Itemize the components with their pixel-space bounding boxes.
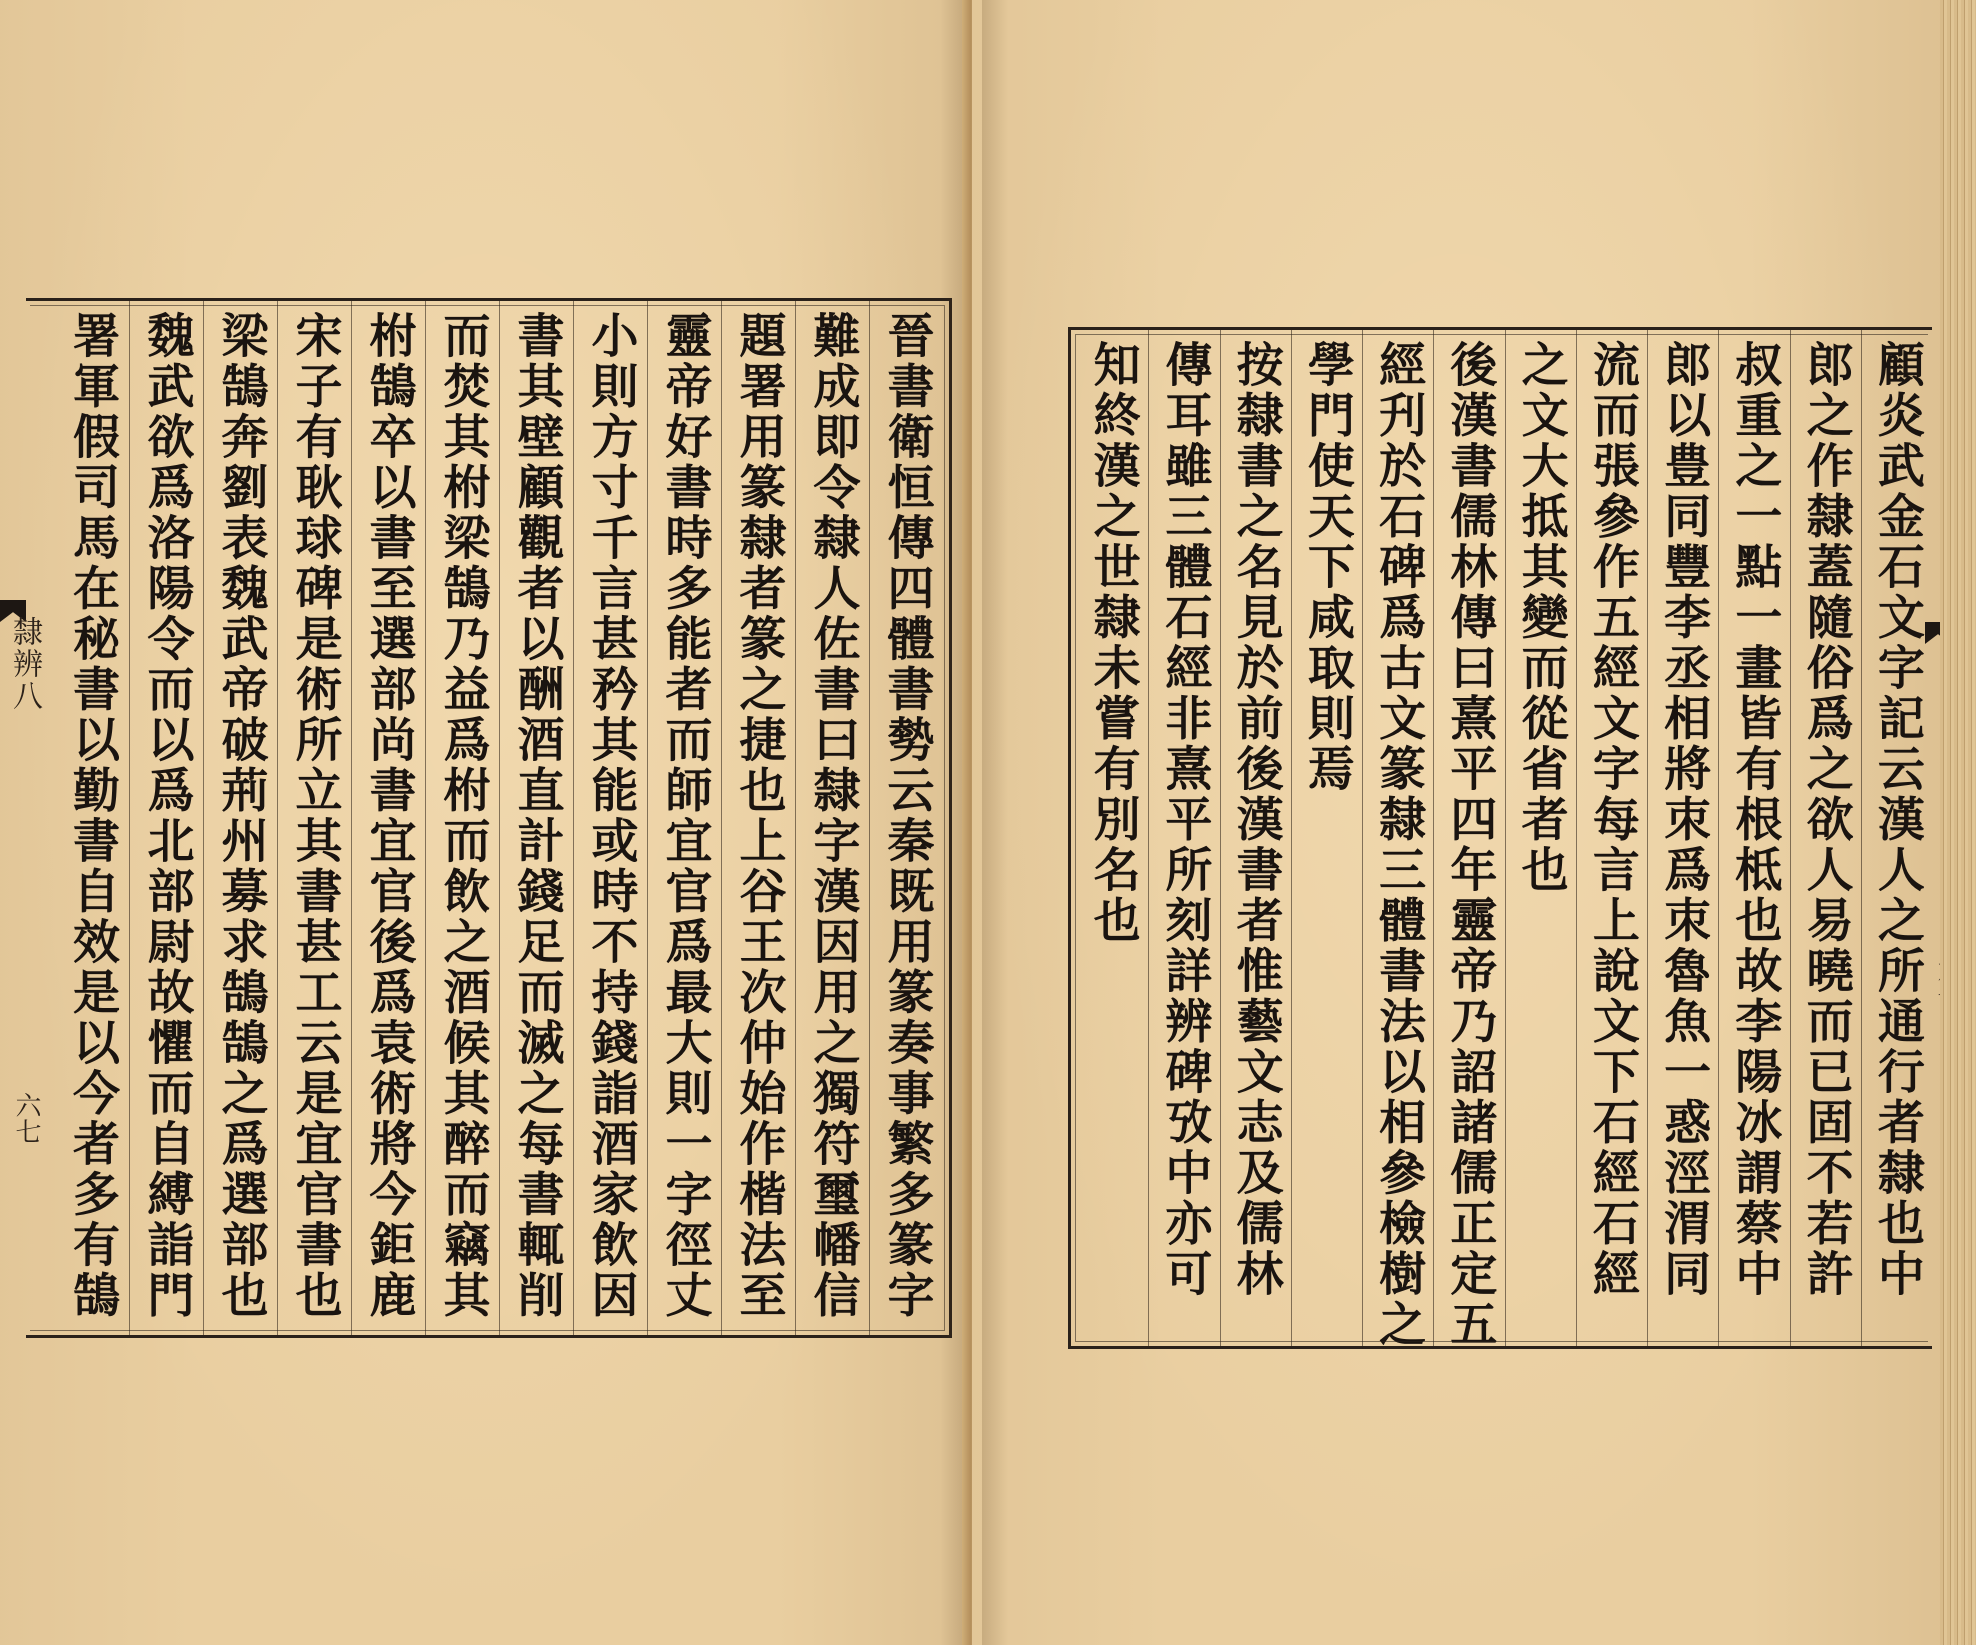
text-column bbox=[1576, 330, 1647, 1346]
text-column bbox=[721, 301, 795, 1335]
text-column bbox=[1718, 330, 1789, 1346]
column-text: 題署用篆隸者篆之捷也上谷王次仲始作楷法至 bbox=[731, 311, 787, 1321]
left-page-number: 六七 bbox=[11, 1092, 41, 1144]
text-column bbox=[1148, 330, 1219, 1346]
text-column bbox=[573, 301, 647, 1335]
text-column bbox=[1861, 330, 1932, 1346]
column-text: 難成即令隸人佐書曰隸字漢因用之獨符璽幡信 bbox=[805, 311, 861, 1321]
text-column bbox=[203, 301, 277, 1335]
text-column bbox=[1790, 330, 1861, 1346]
column-text: 而焚其柎梁鵠乃益爲柎而飲之酒候其醉而竊其 bbox=[435, 311, 491, 1321]
left-columns bbox=[26, 301, 943, 1335]
column-text: 郎之作隸蓋隨俗爲之欲人易曉而已固不若許 bbox=[1798, 340, 1854, 1300]
text-column bbox=[1647, 330, 1718, 1346]
right-text-frame bbox=[1068, 327, 1932, 1349]
left-text-frame bbox=[26, 298, 952, 1338]
column-text: 柎鵠卒以書至選部尚書宜官後爲袁術將今鉅鹿 bbox=[361, 311, 417, 1321]
column-text: 魏武欲爲洛陽令而以爲北部尉故懼而自縛詣門 bbox=[139, 311, 195, 1321]
text-column bbox=[1433, 330, 1504, 1350]
column-text: 流而張參作五經文字每言上說文下石經石經 bbox=[1584, 340, 1640, 1300]
right-columns bbox=[1077, 330, 1932, 1350]
column-text: 顧炎武金石文字記云漢人之所通行者隸也中 bbox=[1869, 340, 1925, 1300]
column-text: 郎以豊同豐李丞相將朿爲朿魯魚一惑涇渭同 bbox=[1656, 340, 1712, 1300]
text-column bbox=[869, 301, 943, 1335]
text-column bbox=[1220, 330, 1291, 1346]
column-text: 經刋於石碑爲古文篆隸三體書法以相參檢樹之 bbox=[1371, 340, 1427, 1350]
left-page bbox=[0, 0, 970, 1645]
text-column bbox=[1362, 330, 1433, 1350]
column-text: 之文大抵其變而從省者也 bbox=[1513, 340, 1569, 896]
text-column bbox=[277, 301, 351, 1335]
column-text: 學門使天下咸取則焉 bbox=[1299, 340, 1355, 795]
column-text: 梁鵠奔劉表魏武帝破荊州募求鵠鵠之爲選部也 bbox=[213, 311, 269, 1321]
column-text: 書其壁顧觀者以酬酒直計錢足而滅之每書輒削 bbox=[509, 311, 565, 1321]
text-column bbox=[55, 301, 129, 1335]
text-column bbox=[1505, 330, 1576, 1346]
column-text: 宋子有耿球碑是術所立其書甚工云是宜官書也 bbox=[287, 311, 343, 1321]
column-text: 靈帝好書時多能者而師宜官爲最大則一字徑丈 bbox=[657, 311, 713, 1321]
gutter-shadow bbox=[982, 0, 1008, 1645]
column-text: 叔重之一點一畫皆有根柢也故李陽冰謂蔡中 bbox=[1727, 340, 1783, 1300]
text-column bbox=[1077, 330, 1148, 1346]
column-text: 晉書衛恒傳四體書勢云秦既用篆奏事繁多篆字 bbox=[879, 311, 935, 1321]
text-column bbox=[795, 301, 869, 1335]
column-text: 傳耳雖三體石經非熹平所刻詳辨碑攷中亦可 bbox=[1157, 340, 1213, 1300]
text-column bbox=[1291, 330, 1362, 1346]
page-edge-stack bbox=[1940, 0, 1976, 1645]
text-column bbox=[351, 301, 425, 1335]
column-text: 按隸書之名見於前後漢書者惟藝文志及儒林 bbox=[1228, 340, 1284, 1300]
gutter-shadow bbox=[940, 0, 964, 1645]
column-text: 知終漢之世隸未嘗有別名也 bbox=[1085, 340, 1141, 946]
text-column bbox=[129, 301, 203, 1335]
text-column bbox=[647, 301, 721, 1335]
text-column bbox=[499, 301, 573, 1335]
column-text: 後漢書儒林傳曰熹平四年靈帝乃詔諸儒正定五 bbox=[1442, 340, 1498, 1350]
text-column bbox=[425, 301, 499, 1335]
left-margin-title: 隸辨八 bbox=[7, 616, 42, 712]
column-text: 署軍假司馬在秘書以勤書自效是以今者多有鵠 bbox=[65, 311, 120, 1321]
column-text: 小則方寸千言甚矜其能或時不持錢詣酒家飲因 bbox=[583, 311, 639, 1321]
